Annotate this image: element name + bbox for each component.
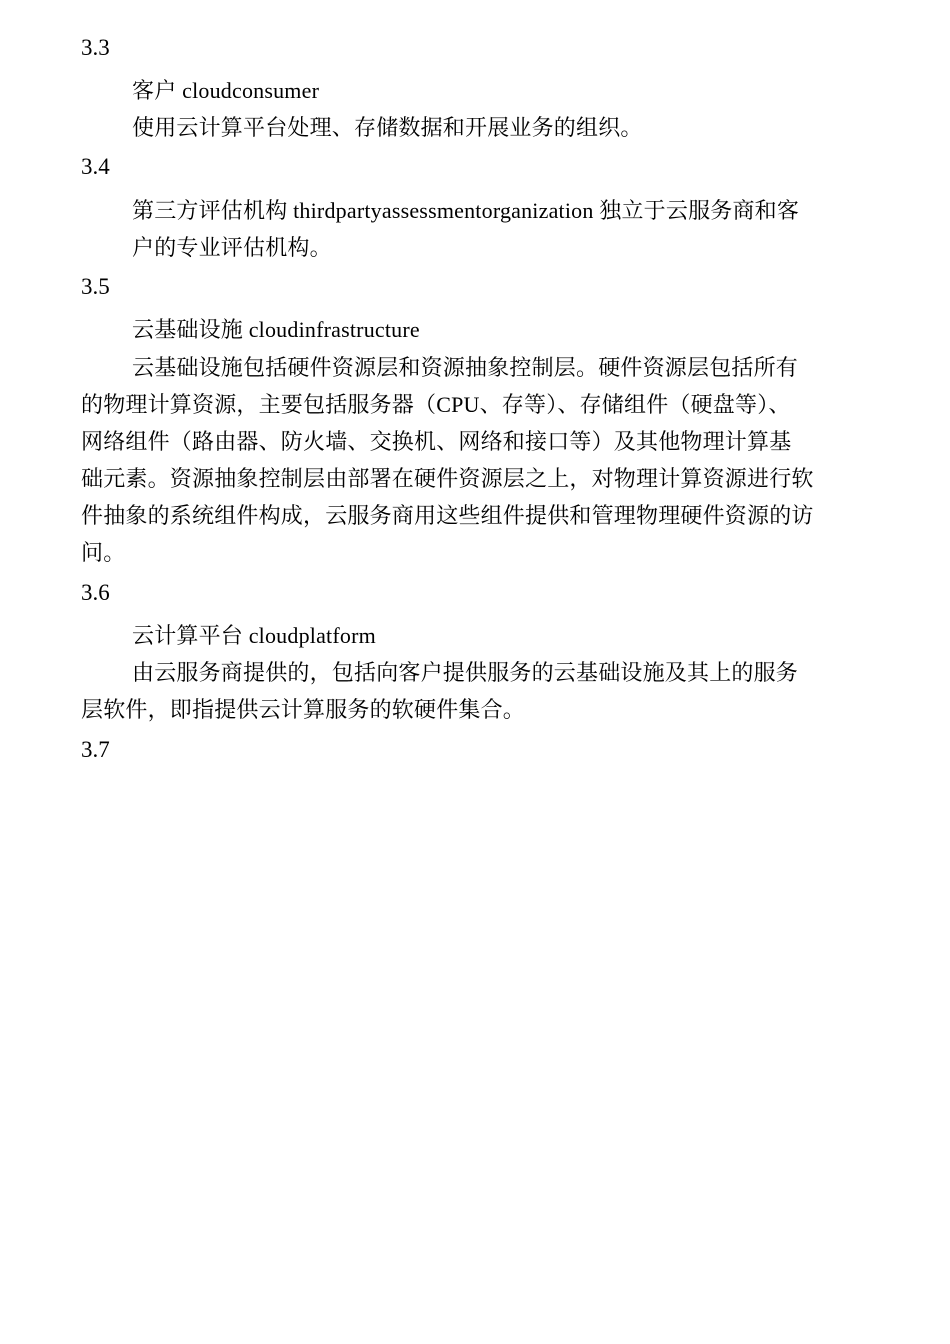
definition-line: 网络组件（路由器、防火墙、交换机、网络和接口等）及其他物理计算基 [81, 429, 792, 454]
definition-line: 的物理计算资源，主要包括服务器（CPU、存等）、存储组件（硬盘等）、 [81, 392, 791, 417]
term-title: 客户 cloudconsumer [132, 78, 320, 103]
definition-line: 层软件，即指提供云计算服务的软硬件集合。 [81, 697, 526, 722]
term-title: 第三方评估机构 thirdpartyassessmentorganization 独立于云服务商和客 [132, 198, 800, 223]
section-number: 3.5 [81, 274, 110, 299]
section-number: 3.4 [81, 154, 110, 179]
term-title: 云计算平台 cloudplatform [132, 623, 376, 648]
section-number: 3.6 [81, 580, 110, 605]
section-number: 3.3 [81, 35, 110, 60]
section-number: 3.7 [81, 737, 110, 762]
definition-line: 由云服务商提供的，包括向客户提供服务的云基础设施及其上的服务 [132, 660, 799, 685]
term-title: 云基础设施 cloudinfrastructure [132, 317, 420, 342]
definition-line: 使用云计算平台处理、存储数据和开展业务的组织。 [132, 115, 643, 140]
definition-line: 云基础设施包括硬件资源层和资源抽象控制层。硬件资源层包括所有 [132, 355, 799, 380]
definition-line: 础元素。资源抽象控制层由部署在硬件资源层之上，对物理计算资源进行软 [81, 466, 814, 491]
definition-line: 问。 [81, 540, 126, 565]
definition-line: 件抽象的系统组件构成，云服务商用这些组件提供和管理物理硬件资源的访 [81, 503, 814, 528]
term-title-continued: 户的专业评估机构。 [132, 235, 332, 260]
